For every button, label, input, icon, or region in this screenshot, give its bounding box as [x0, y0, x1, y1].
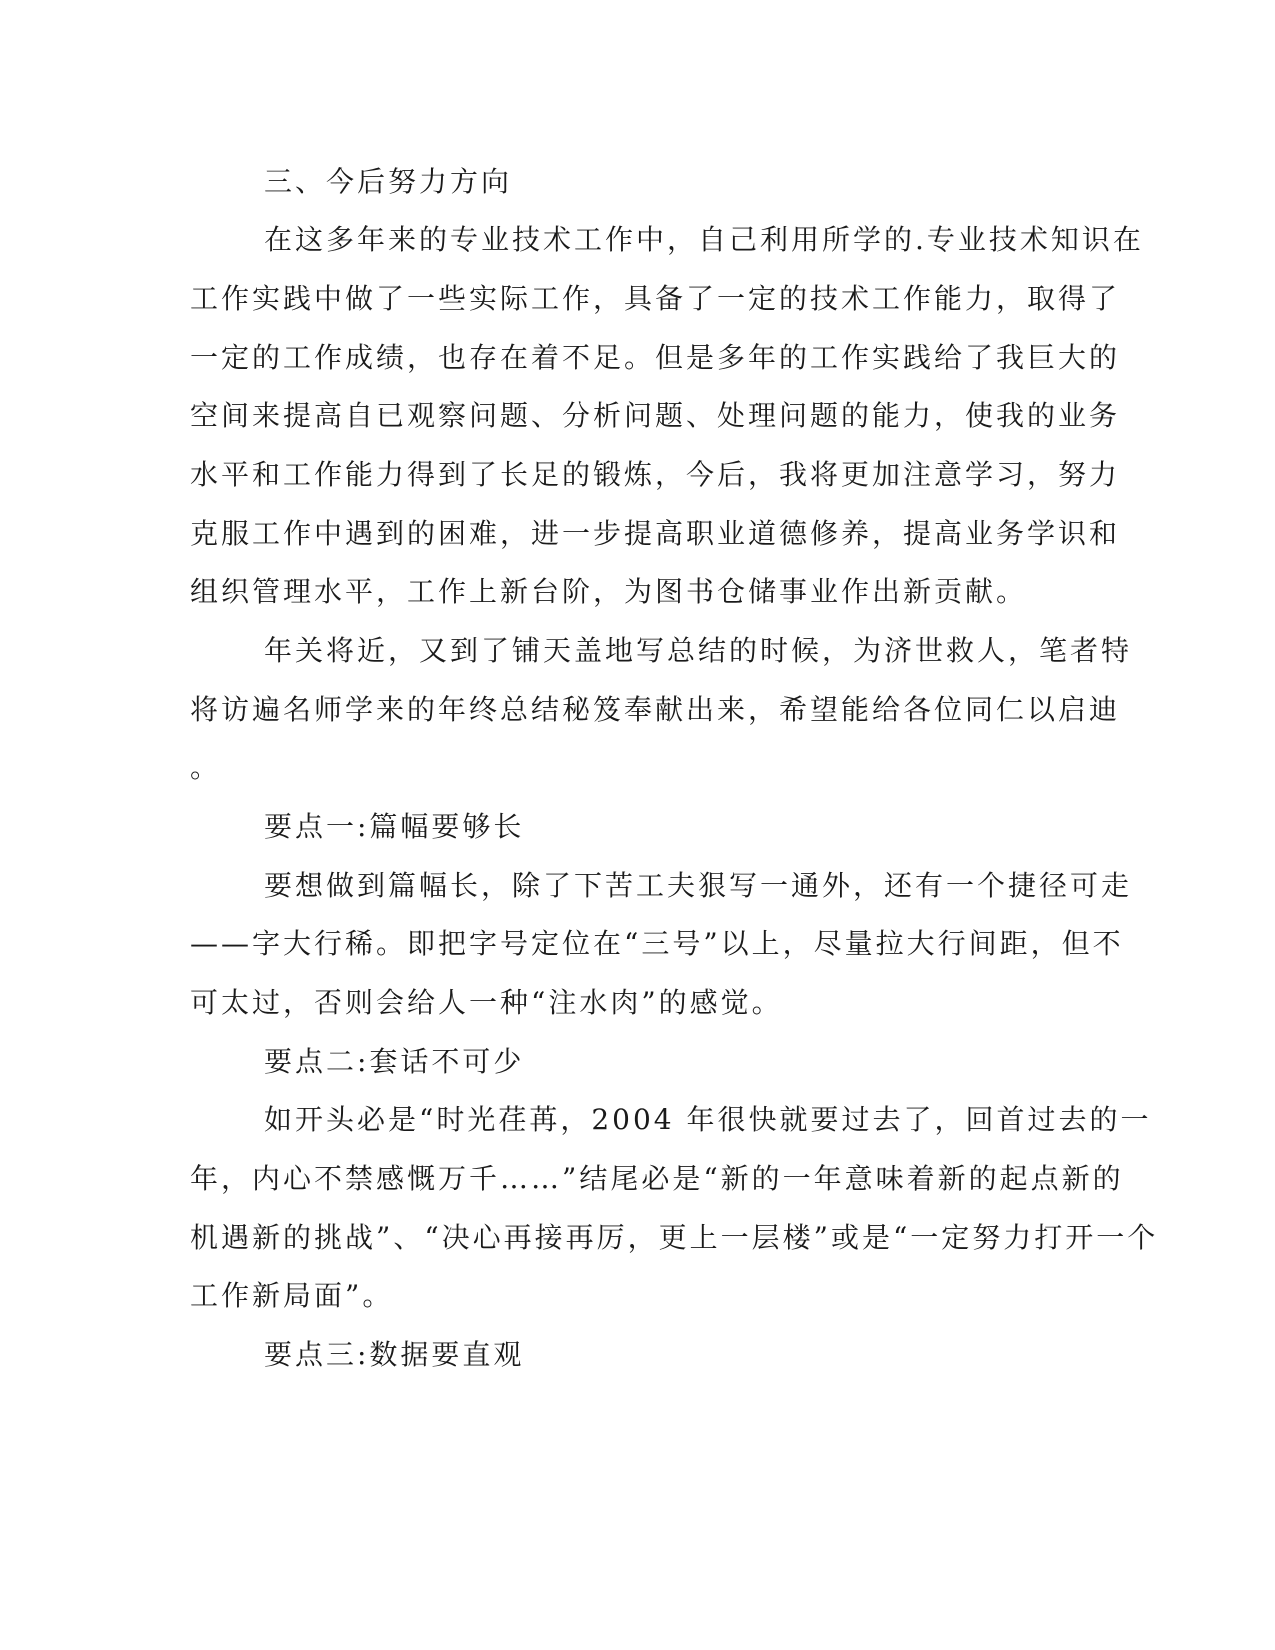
- paragraph-line: 年，内心不禁感慨万千……”结尾必是“新的一年意味着新的起点新的: [190, 1162, 1124, 1195]
- paragraph-line: 工作实践中做了一些实际工作，具备了一定的技术工作能力，取得了: [190, 282, 1121, 315]
- section-heading: 三、今后努力方向: [264, 165, 513, 198]
- paragraph-line: ——字大行稀。即把字号定位在“三号”以上，尽量拉大行间距，但不: [190, 927, 1124, 960]
- paragraph-line: 将访遍名师学来的年终总结秘笈奉献出来，希望能给各位同仁以启迪: [190, 693, 1121, 726]
- paragraph-line: 水平和工作能力得到了长足的锻炼，今后，我将更加注意学习，努力: [190, 458, 1121, 491]
- paragraph-line: 一定的工作成绩，也存在着不足。但是多年的工作实践给了我巨大的: [190, 341, 1121, 374]
- point-heading: 要点三:数据要直观: [264, 1338, 525, 1371]
- paragraph-line: 组织管理水平，工作上新台阶，为图书仓储事业作出新贡献。: [190, 575, 1028, 608]
- point-heading: 要点二:套话不可少: [264, 1045, 525, 1078]
- paragraph-line: 工作新局面”。: [190, 1279, 394, 1312]
- paragraph-line: 。: [190, 751, 222, 784]
- paragraph-line: 年关将近，又到了铺天盖地写总结的时候，为济世救人，笔者特: [264, 634, 1133, 667]
- paragraph-line: 克服工作中遇到的困难，进一步提高职业道德修养，提高业务学识和: [190, 517, 1121, 550]
- paragraph-line: 在这多年来的专业技术工作中，自己利用所学的.专业技术知识在: [264, 223, 1144, 256]
- paragraph-line: 机遇新的挑战”、“决心再接再厉，更上一层楼”或是“一定努力打开一个: [190, 1221, 1159, 1254]
- paragraph-line: 要想做到篇幅长，除了下苦工夫狠写一通外，还有一个捷径可走: [264, 869, 1133, 902]
- paragraph-line: 空间来提高自已观察问题、分析问题、处理问题的能力，使我的业务: [190, 399, 1121, 432]
- paragraph-line: 如开头必是“时光荏苒，2004 年很快就要过去了，回首过去的一: [264, 1103, 1152, 1136]
- point-heading: 要点一:篇幅要够长: [264, 810, 525, 843]
- paragraph-line: 可太过，否则会给人一种“注水肉”的感觉。: [190, 986, 783, 1019]
